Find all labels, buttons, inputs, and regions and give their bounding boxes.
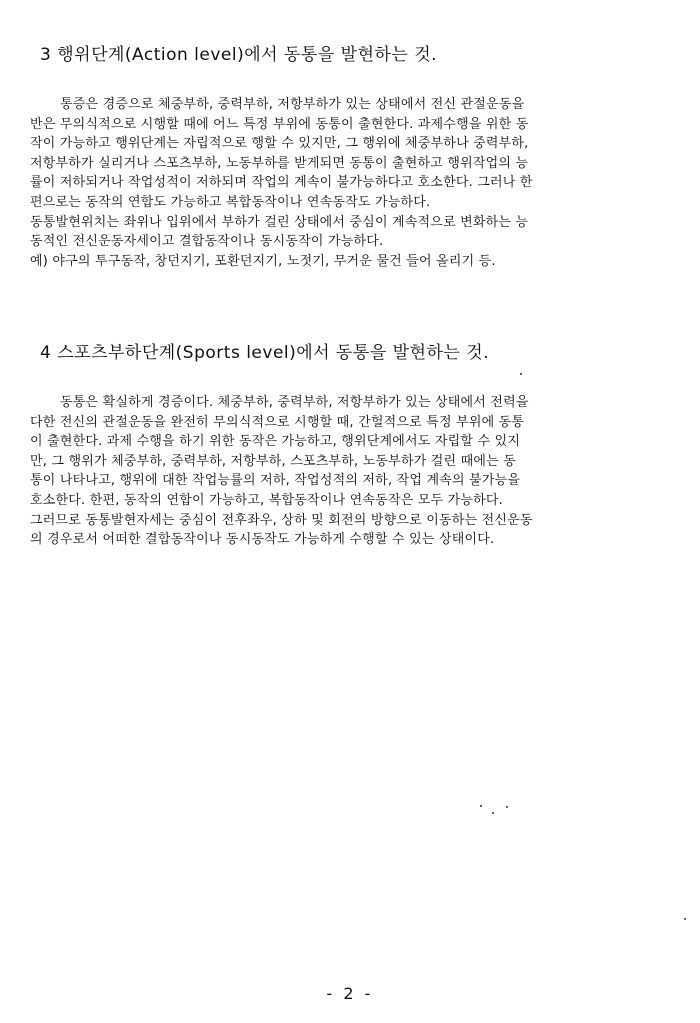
text-line: 만, 그 행위가 체중부하, 중력부하, 저항부하, 스포츠부하, 노동부하가 걸린 때에는 동 — [30, 453, 516, 469]
section-heading: 3 행위단계(Action level)에서 동통을 발현하는 것. — [40, 45, 438, 65]
section-body — [30, 95, 670, 271]
text-line: 저항부하가 실리거나 스포츠부하, 노동부하를 받게되면 동통이 출현하고 행위작업의 능 — [30, 155, 529, 171]
text-line: 다한 전신의 관절운동을 완전히 무의식적으로 시행할 때, 간헐적으로 특정 부위에 동통 — [30, 414, 525, 430]
text-line: 동통발현위치는 좌위나 입위에서 부하가 걸린 상태에서 중심이 계속적으로 변화하는 능 — [30, 214, 529, 230]
text-line: 편으로는 동작의 연합도 가능하고 복합동작이나 연속동작도 가능하다. — [30, 194, 431, 210]
scan-speck — [480, 805, 482, 807]
scan-speck — [684, 918, 686, 920]
text-line: 의 경우로서 어떠한 결합동작이나 동시동작도 가능하게 수행할 수 있는 상태이다. — [30, 532, 495, 548]
section-action-level — [30, 40, 670, 271]
section-body — [30, 393, 670, 550]
page-number: - 2 - — [326, 984, 374, 1003]
text-line: 동통은 확실하게 경증이다. 체중부하, 중력부하, 저항부하가 있는 상태에서 전력을 — [60, 395, 529, 410]
section-sports-level — [30, 338, 670, 550]
text-line: 이 출현한다. 과제 수행을 하기 위한 동작은 가능하고, 행위단계에서도 자립할 수 있지 — [30, 434, 521, 450]
text-line: 반은 무의식적으로 시행할 때에 어느 특정 부위에 동통이 출현한다. 과제수행을 위한 동 — [30, 116, 529, 132]
text-line: 동적인 전신운동자세이고 결합동작이나 동시동작이 가능하다. — [30, 234, 384, 250]
text-line: 작이 가능하고 행위단계는 자립적으로 행할 수 있지만, 그 행위에 체중부하나 중력부하, — [30, 136, 529, 152]
text-line: 통이 나타나고, 행위에 대한 작업능률의 저하, 작업성적의 저하, 작업 계속의 불가능을 — [30, 473, 521, 489]
section-heading: 4 스포츠부하단계(Sports level)에서 동통을 발현하는 것. — [40, 343, 490, 363]
text-line: 그러므로 동통발현자세는 중심이 전후좌우, 상하 및 회전의 방향으로 이동하는 전신운동 — [30, 512, 533, 528]
scan-speck — [520, 373, 522, 375]
example-line: 예) 야구의 투구동작, 창던지기, 포환던지기, 노젓기, 무거운 물건 들어 올리기 등. — [30, 253, 496, 269]
text-line: 률이 저하되거나 작업성적이 저하되며 작업의 계속이 불가능하다고 호소한다. 그러나 한 — [30, 175, 533, 191]
scan-speck — [506, 806, 508, 808]
text-line: 호소한다. 한편, 동작의 연합이 가능하고, 복합동작이나 연속동작은 모두 가능하다. — [30, 492, 504, 508]
text-line: 통증은 경증으로 체중부하, 중력부하, 저항부하가 있는 상태에서 전신 관절운동을 — [60, 97, 525, 112]
scan-speck — [492, 812, 494, 814]
